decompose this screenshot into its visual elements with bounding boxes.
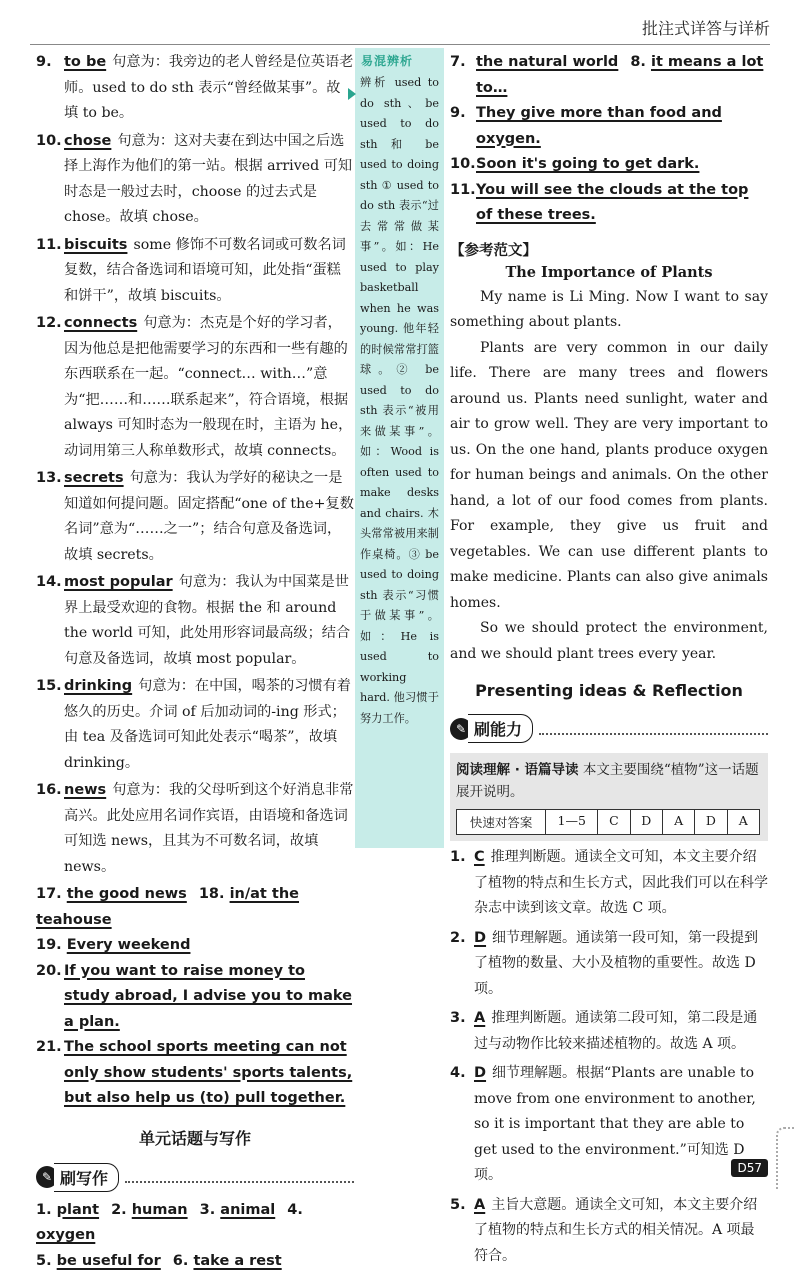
item-answer: most popular	[64, 574, 173, 590]
page-header: 批注式详答与详析	[642, 16, 770, 39]
item-number: 1.	[450, 845, 466, 871]
item-number: 18.	[199, 886, 225, 902]
item-number: 9.	[450, 101, 466, 127]
writing-badge-label: 刷写作	[54, 1163, 119, 1192]
list-item	[450, 926, 768, 1003]
item-answer: animal	[220, 1202, 275, 1218]
item-number: 11.	[36, 233, 62, 259]
answer-row	[450, 178, 768, 229]
quick-answer-cell: C	[598, 810, 630, 834]
item-answer: They give more than food and oxygen.	[476, 105, 722, 147]
item-answer: biscuits	[64, 237, 127, 253]
dotted-divider	[539, 723, 768, 735]
quick-label: 快速对答案	[457, 810, 546, 834]
item-answer: C	[474, 849, 485, 865]
item-answer: D	[474, 1065, 486, 1081]
list-item	[36, 50, 354, 127]
quick-answer-cell: A	[663, 810, 695, 834]
sidebar-title: 易混辨析	[355, 48, 444, 73]
list-item	[36, 311, 354, 464]
writing-badge	[36, 1163, 354, 1192]
item-explanation: 句意为：我旁边的老人曾经是位英语老师。used to do sth 表示“曾经做某事”。故填 to be。	[64, 54, 353, 121]
reading-items	[450, 845, 768, 1269]
list-item	[36, 674, 354, 776]
item-explanation: 句意为：这对夫妻在到达中国之后选择上海作为他们的第一站。根据 arrived 可知时态是一般过去时，choose 的过去式是 chose。故填 chose。	[64, 133, 352, 226]
item-answer: A	[474, 1197, 485, 1213]
presenting-title: Presenting ideas & Reflection	[450, 681, 768, 700]
ability-badge-label: 刷能力	[468, 714, 533, 743]
answer-row	[36, 933, 354, 959]
essay-label: 【参考范文】	[450, 239, 768, 260]
item-number: 20.	[36, 959, 62, 985]
quick-range: 1—5	[546, 810, 598, 834]
item-answer: the good news	[67, 886, 187, 902]
item-number: 4.	[450, 1061, 466, 1087]
writing-answers	[36, 1198, 354, 1274]
answer-row	[36, 1035, 354, 1112]
item-number: 8.	[630, 54, 646, 70]
item-answer: drinking	[64, 678, 132, 694]
item-explanation: 细节理解题。根据“Plants are unable to move from one environment to another, so it is important that they are able to get used to the environment.”可知选 D 项。	[474, 1065, 756, 1183]
answer-row	[36, 959, 354, 1036]
right-short-answers	[450, 50, 768, 229]
item-explanation: 主旨大意题。通读全文可知，本文主要介绍了植物的特点和生长方式的相关情况。A 项最符合。	[474, 1197, 757, 1264]
item-answer: human	[132, 1202, 188, 1218]
list-item	[36, 129, 354, 231]
pencil-icon: ✎	[450, 718, 472, 740]
item-answer: plant	[57, 1202, 99, 1218]
item-explanation: 句意为：在中国，喝茶的习惯有着悠久的历史。介词 of 后加动词的-ing 形式；由 tea 及备选词可知此处表示“喝茶”，故填 drinking。	[64, 678, 351, 771]
item-explanation: 句意为：我的父母听到这个好消息非常高兴。此处应用名词作宾语，由语境和备选词可知选 news，且其为不可数名词，故填 news。	[64, 782, 353, 875]
item-answer: You will see the clouds at the top of these trees.	[476, 182, 748, 224]
quick-answer-cell: D	[695, 810, 727, 834]
item-number: 11.	[450, 178, 476, 204]
essay-paragraph: My name is Li Ming. Now I want to say something about plants.	[450, 285, 768, 336]
reading-intro: 本文主要围绕“植物”这一话题展开说明。	[456, 762, 759, 800]
item-answer: to be	[64, 54, 106, 70]
item-number: 9.	[36, 50, 52, 76]
item-answer: take a rest	[193, 1253, 281, 1269]
item-number: 6.	[173, 1253, 189, 1269]
item-answer: A	[474, 1010, 485, 1026]
sidebar-text: 辨析 used to do sth、be used to do sth 和 be used to doing sth ① used to do sth 表示“过去常常做某事”。如：He used to play basketball when he was young. 他年轻的时候常常打篮球。② be used to do sth 表示“被用来做某事”。如：Wood is often used to make desks and chairs. 木头常常被用来制作桌椅。③ be used to doing sth 表示“习惯于做某事”。如：He is used to working hard. 他习惯于努力工作。	[355, 73, 444, 729]
essay-title: The Importance of Plants	[450, 264, 768, 281]
item-number: 2.	[450, 926, 466, 952]
answer-row	[450, 50, 768, 101]
corner-decoration	[776, 1127, 794, 1189]
quick-answer-table	[456, 809, 760, 835]
essay-body	[450, 285, 768, 668]
item-number: 10.	[450, 152, 476, 178]
essay-paragraph: Plants are very common in our daily life. There are many trees and flowers around us. Plants need sunlight, water and air to grow well. They are very important to us. On the one hand, plants produce oxygen for human beings and animals. On the other hand, a lot of our food comes from plants. For example, they give us fruit and vegetables. We can use different plants to make medicine. Plants can also give animals homes.	[450, 336, 768, 617]
left-items	[36, 50, 354, 880]
item-number: 5.	[450, 1193, 466, 1219]
item-explanation: 推理判断题。通读全文可知，本文主要介绍了植物的特点和生长方式，因此我们可以在科学杂志中读到该文章。故选 C 项。	[474, 849, 768, 916]
item-explanation: 句意为：杰克是个好的学习者，因为他总是把他需要学习的东西和一些有趣的东西联系在一起。“connect… with…”意为“把……和……联系起来”，符合语境，根据 always 可知时态为一般现在时，主语为 he，动词用第三人称单数形式，故填 connects。	[64, 315, 352, 459]
left-column	[36, 50, 354, 1274]
left-short-answers	[36, 882, 354, 959]
reading-guide	[450, 753, 768, 841]
reading-label: 阅读理解 · 语篇导读	[456, 762, 579, 778]
item-answer: connects	[64, 315, 137, 331]
quick-answer-cell: A	[728, 810, 759, 834]
item-number: 3.	[200, 1202, 216, 1218]
answer-row	[36, 882, 354, 933]
pencil-icon: ✎	[36, 1166, 58, 1188]
list-item	[450, 1006, 768, 1057]
item-number: 17.	[36, 886, 62, 902]
list-item	[36, 233, 354, 310]
item-explanation: 句意为：我认为中国菜是世界上最受欢迎的食物。根据 the 和 around the world 可知，此处用形容词最高级；结合句意及备选词，故填 most popular。	[64, 574, 350, 667]
sidebar-note	[355, 48, 444, 848]
right-column	[450, 50, 768, 1269]
item-number: 3.	[450, 1006, 466, 1032]
list-item	[450, 1061, 768, 1189]
item-number: 4.	[287, 1202, 303, 1218]
item-number: 13.	[36, 466, 62, 492]
item-number: 16.	[36, 778, 62, 804]
reading-guide-text	[456, 759, 762, 803]
item-number: 21.	[36, 1035, 62, 1061]
item-answer: oxygen	[36, 1227, 95, 1243]
left-long-answers	[36, 959, 354, 1112]
item-number: 1.	[36, 1202, 52, 1218]
page-number: D57	[731, 1159, 768, 1177]
answer-row	[450, 101, 768, 152]
writing-section-title: 单元话题与写作	[36, 1126, 354, 1149]
answer-row	[36, 1249, 354, 1274]
item-answer: be useful for	[57, 1253, 161, 1269]
item-number: 2.	[111, 1202, 127, 1218]
ability-badge	[450, 714, 768, 743]
essay-paragraph: So we should protect the environment, and we should plant trees every year.	[450, 616, 768, 667]
item-answer: secrets	[64, 470, 124, 486]
list-item	[36, 570, 354, 672]
item-answer: Soon it's going to get dark.	[476, 156, 699, 172]
item-number: 14.	[36, 570, 62, 596]
answer-row	[36, 1198, 354, 1249]
dotted-divider	[125, 1171, 354, 1183]
item-answer: D	[474, 930, 486, 946]
list-item	[36, 466, 354, 568]
item-answer: chose	[64, 133, 111, 149]
item-number: 5.	[36, 1253, 52, 1269]
item-number: 10.	[36, 129, 62, 155]
item-answer: in/at the teahouse	[36, 886, 299, 928]
item-answer: it means a lot to…	[476, 54, 763, 96]
answer-row	[450, 152, 768, 178]
item-number: 7.	[450, 50, 466, 76]
item-answer: Every weekend	[67, 937, 191, 953]
item-answer: the natural world	[476, 54, 618, 70]
item-answer: news	[64, 782, 106, 798]
item-answer: The school sports meeting can not only show students' sports talents, but also help us (to) pull together.	[64, 1039, 352, 1106]
list-item	[36, 778, 354, 880]
item-explanation: 推理判断题。通读第二段可知，第二段是通过与动物作比较来描述植物的。故选 A 项。	[474, 1010, 757, 1052]
arrow-right-icon	[348, 88, 356, 100]
item-number: 12.	[36, 311, 62, 337]
item-number: 15.	[36, 674, 62, 700]
list-item	[450, 845, 768, 922]
item-explanation: 句意为：我认为学好的秘诀之一是知道如何提问题。固定搭配“one of the+复数名词”意为“……之一”；结合句意及备选词，故填 secrets。	[64, 470, 354, 563]
quick-answer-cell: D	[631, 810, 663, 834]
item-explanation: 细节理解题。通读第一段可知，第一段提到了植物的数量、大小及植物的重要性。故选 D 项。	[474, 930, 758, 997]
item-number: 19.	[36, 937, 62, 953]
list-item	[450, 1193, 768, 1270]
item-explanation: some 修饰不可数名词或可数名词复数，结合备选词和语境可知，此处指“蛋糕和饼干”，故填 biscuits。	[64, 237, 346, 304]
header-divider	[30, 44, 770, 45]
item-answer: If you want to raise money to study abroad, I advise you to make a plan.	[64, 963, 352, 1030]
